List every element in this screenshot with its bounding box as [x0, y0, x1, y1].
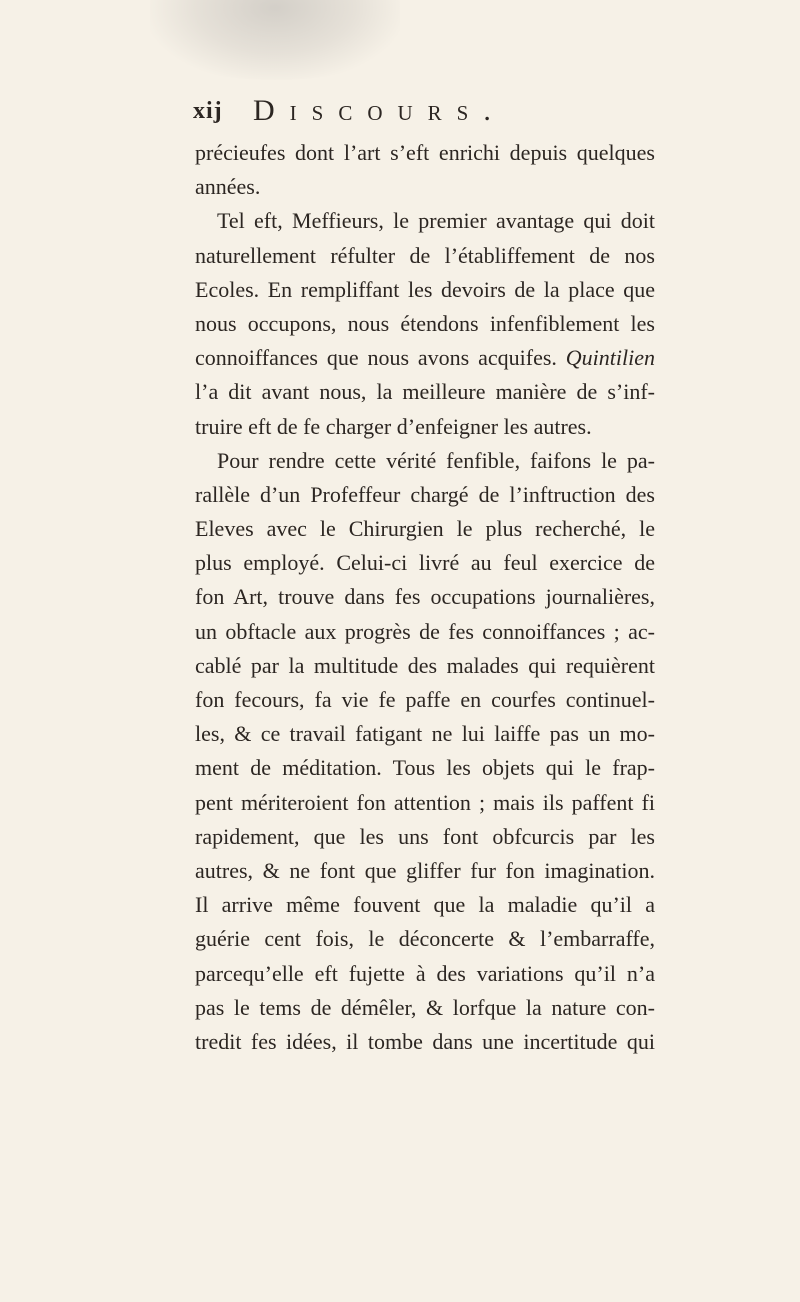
text-line: Il arrive même fouvent que la maladie qu’il a: [195, 892, 655, 918]
text-line: nous occupons, nous étendons infenfiblement les: [195, 310, 655, 336]
running-head: [193, 94, 653, 128]
paper-stain: [150, 0, 400, 80]
text-line: naturellement réfulter de l’établiffement de nos: [195, 242, 655, 268]
text-line: précieufes dont l’art s’eft enrichi depuis quelques: [195, 140, 655, 165]
text-line: rapidement, que les uns font obfcurcis par les: [195, 823, 655, 849]
text-line: plus employé. Celui-ci livré au feul exercice de: [195, 550, 655, 576]
text-line: pas le tems de démêler, & lorfque la nature con-: [195, 994, 655, 1020]
text-line: guérie cent fois, le déconcerte & l’embarraffe,: [195, 926, 655, 952]
text-line: l’a dit avant nous, la meilleure manière de s’inf-: [195, 379, 655, 405]
text-line: ment de méditation. Tous les objets qui le frap-: [195, 755, 655, 781]
text-line: Pour rendre cette vérité fenfible, faifons le pa-: [217, 447, 655, 473]
text-line: Ecoles. En rempliffant les devoirs de la place que: [195, 276, 655, 302]
text-line: fon fecours, fa vie fe paffe en courfes continuel-: [195, 687, 655, 712]
text-line: rallèle d’un Profeffeur chargé de l’inftruction des: [195, 481, 655, 507]
text-line: fon Art, trouve dans fes occupations journalières,: [195, 584, 655, 610]
text-line: autres, & ne font que gliffer fur fon imagination.: [195, 857, 655, 883]
text-line: cablé par la multitude des malades qui requièrent: [195, 652, 655, 678]
text-line: [195, 341, 655, 375]
text-line: Tel eft, Meffieurs, le premier avantage qui doit: [217, 208, 655, 234]
text-segment: connoiffances que nous avons acquifes.: [195, 345, 557, 371]
text-line: années.: [195, 174, 261, 200]
text-line: les, & ce travail fatigant ne lui laiffe pas un mo-: [195, 721, 655, 747]
text-line: pent mériteroient fon attention ; mais ils paffent fi: [195, 789, 655, 815]
running-title: Discours.: [253, 94, 506, 127]
text-line: tredit fes idées, il tombe dans une incertitude qui: [195, 1028, 655, 1054]
text-line: Eleves avec le Chirurgien le plus recherché, le: [195, 516, 655, 542]
author-name: Quintilien: [565, 345, 656, 371]
page-number: xij: [193, 98, 223, 124]
text-line: un obftacle aux progrès de fes connoiffances ; ac-: [195, 618, 655, 644]
body-text: [195, 136, 655, 1059]
text-line: parcequ’elle eft fujette à des variations qu’il n’a: [195, 960, 655, 986]
text-line: truire eft de fe charger d’enfeigner les autres.: [195, 413, 592, 439]
